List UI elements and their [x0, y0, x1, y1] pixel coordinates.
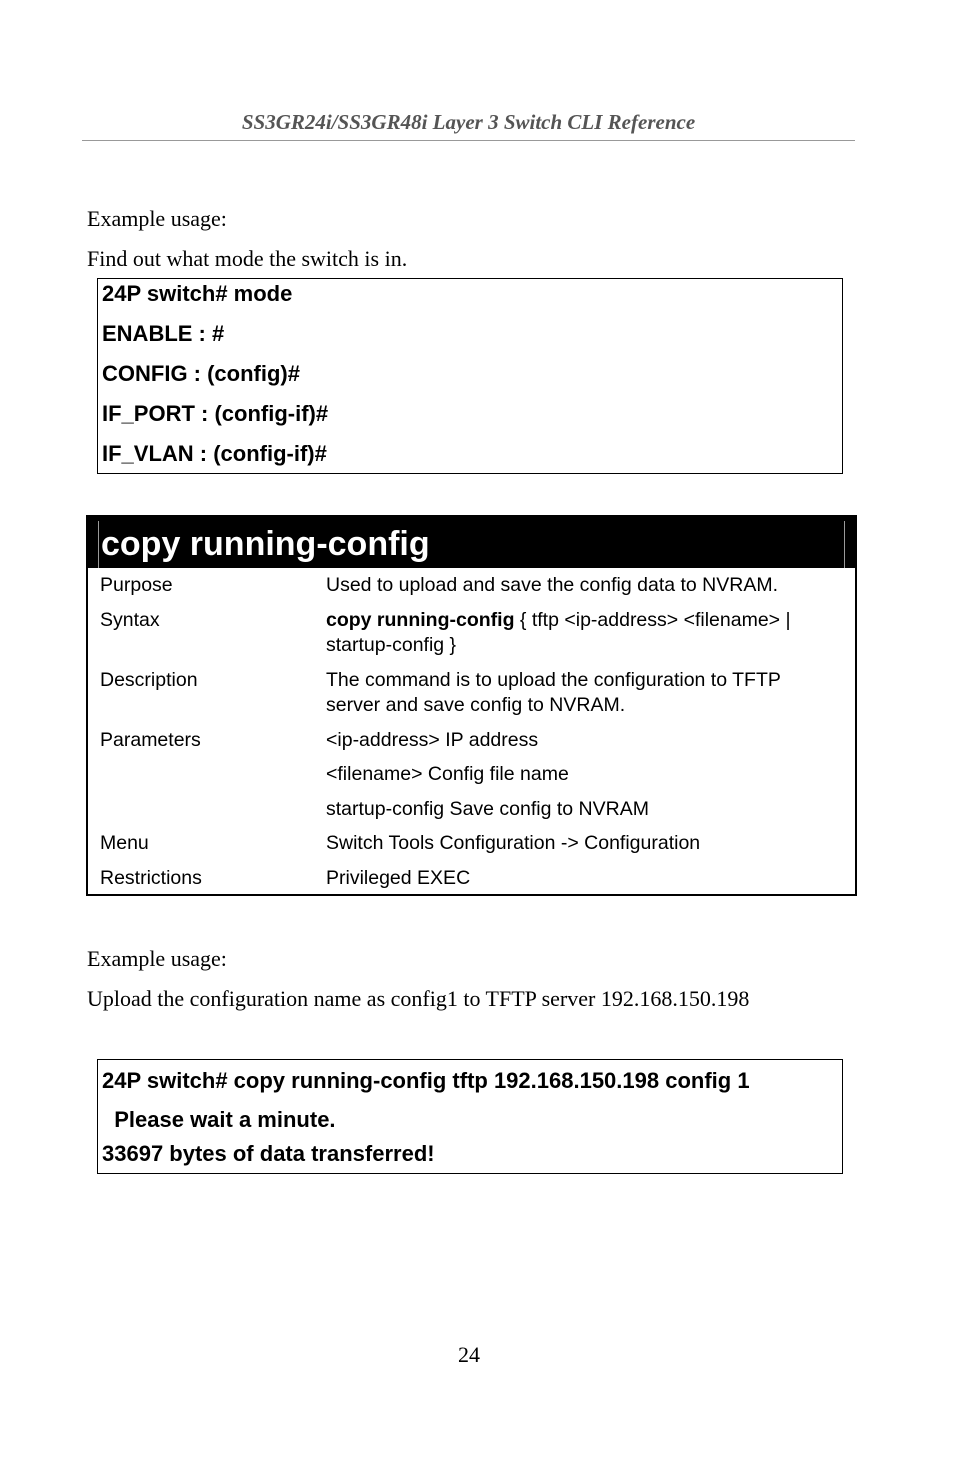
purpose-label: Purpose — [100, 574, 173, 596]
parameter-item: <ip-address> IP address — [326, 729, 539, 751]
example-usage-heading-1: Example usage: — [87, 206, 227, 231]
page-number: 24 — [458, 1342, 480, 1367]
parameter-item: startup-config Save config to NVRAM — [326, 798, 649, 820]
code-line: ENABLE : # — [102, 321, 225, 346]
header-divider — [82, 140, 855, 141]
code-line: IF_VLAN : (config-if)# — [102, 441, 327, 466]
syntax-value-line2: startup-config } — [326, 634, 457, 656]
menu-value: Switch Tools Configuration -> Configuration — [326, 832, 701, 854]
syntax-args: { tftp <ip-address> <filename> | — [514, 609, 791, 631]
description-label: Description — [100, 669, 198, 691]
code-example-1 — [97, 278, 843, 474]
example-description-1: Find out what mode the switch is in. — [87, 246, 408, 271]
code-line: CONFIG : (config)# — [102, 361, 300, 386]
description-value-line2: server and save config to NVRAM. — [326, 694, 626, 716]
parameters-label: Parameters — [100, 729, 201, 751]
code-example-2 — [97, 1059, 843, 1174]
example-description-2: Upload the configuration name as config1 to TFTP server 192.168.150.198 — [87, 986, 750, 1011]
description-value-line1: The command is to upload the configuration to TFTP — [326, 669, 781, 691]
restrictions-label: Restrictions — [100, 867, 202, 889]
command-title-bar — [88, 517, 855, 568]
restrictions-value: Privileged EXEC — [326, 867, 471, 889]
command-title: copy running-config — [101, 525, 430, 563]
example-usage-heading-2: Example usage: — [87, 946, 227, 971]
command-reference-table — [86, 515, 857, 896]
syntax-command: copy running-config — [326, 609, 515, 631]
syntax-value-line1 — [326, 608, 791, 632]
syntax-label: Syntax — [100, 609, 160, 631]
parameter-item: <filename> Config file name — [326, 763, 569, 785]
code-line: Please wait a minute. — [102, 1107, 336, 1132]
running-header: SS3GR24i/SS3GR48i Layer 3 Switch CLI Reference — [241, 110, 696, 134]
code-line: IF_PORT : (config-if)# — [102, 401, 329, 426]
menu-label: Menu — [100, 832, 149, 854]
code-line: 24P switch# mode — [102, 281, 293, 306]
code-line: 33697 bytes of data transferred! — [102, 1141, 435, 1166]
purpose-value: Used to upload and save the config data to NVRAM. — [326, 574, 779, 596]
code-line: 24P switch# copy running-config tftp 192.168.150.198 config 1 — [102, 1068, 750, 1093]
